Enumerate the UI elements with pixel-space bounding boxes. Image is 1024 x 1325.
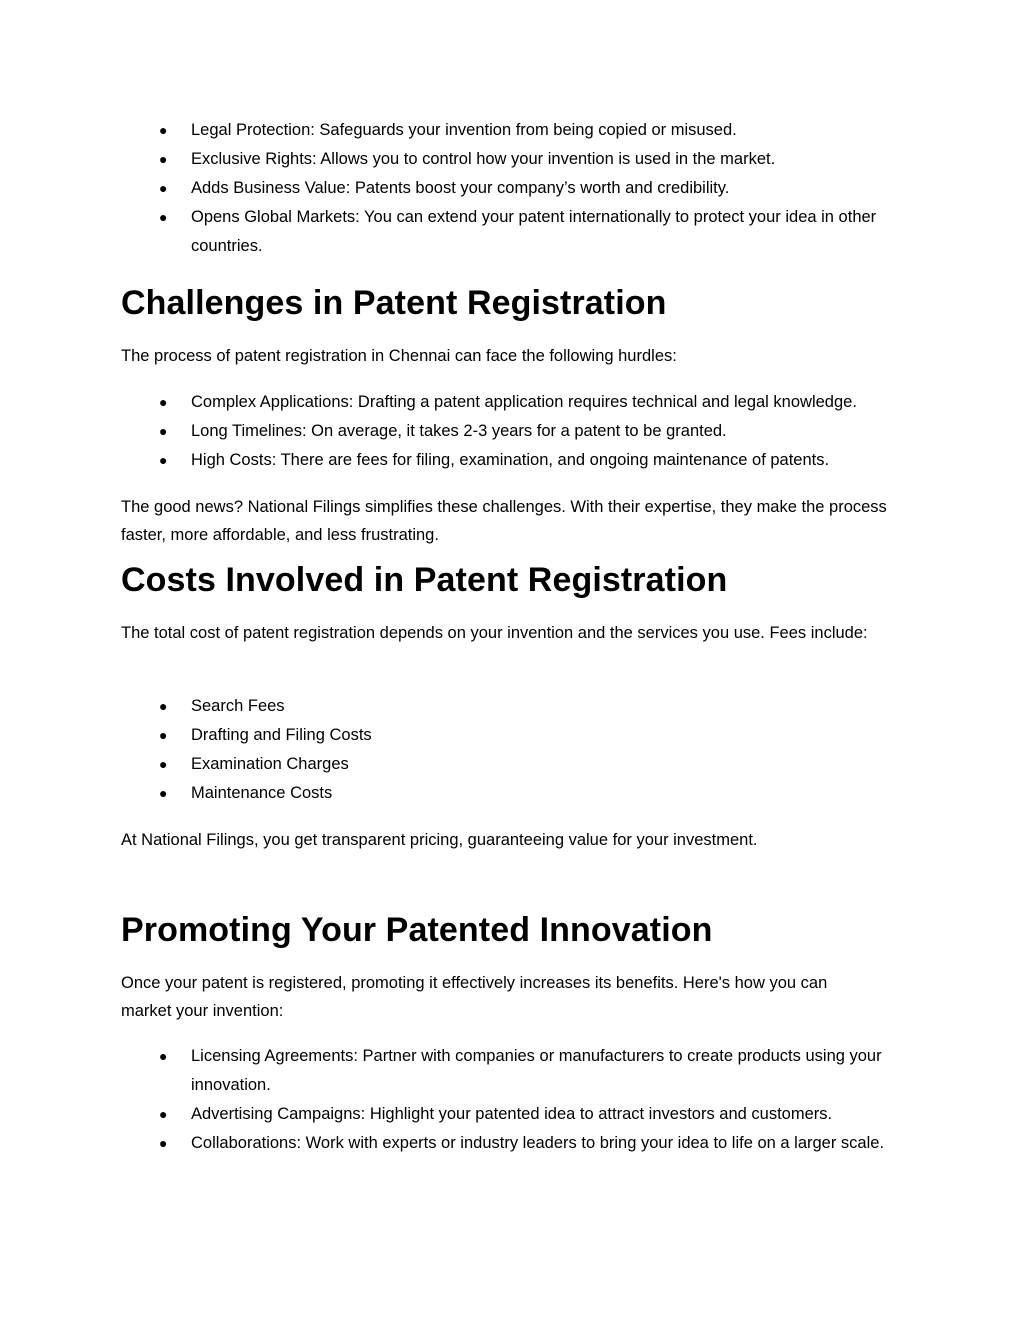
- bullet-icon: ●: [159, 180, 168, 196]
- list-item-text: Maintenance Costs: [191, 784, 333, 802]
- list-item-text: High Costs: There are fees for filing, examination, and ongoing maintenance of patents.: [191, 451, 830, 469]
- list-item-text: Complex Applications: Drafting a patent application requires technical and legal knowledge.: [191, 393, 857, 411]
- bullet-icon: ●: [159, 423, 168, 439]
- challenges-outro: The good news? National Filings simplifies these challenges. With their expertise, they make the process faster, more affordable, and less frustrating.: [121, 498, 887, 544]
- list-item-text: Licensing Agreements: Partner with companies or manufacturers to create products using your innovation.: [191, 1047, 882, 1094]
- list-item: [121, 446, 911, 475]
- list-item: [121, 116, 911, 145]
- list-item: [121, 388, 911, 417]
- list-item: [121, 1129, 891, 1158]
- costs-intro: The total cost of patent registration depends on your invention and the services you use. Fees include:: [121, 624, 868, 642]
- costs-list: [121, 692, 911, 808]
- challenges-intro: The process of patent registration in Chennai can face the following hurdles:: [121, 347, 677, 365]
- promoting-intro: Once your patent is registered, promoting it effectively increases its benefits. Here's how you can market your invention:: [121, 974, 828, 1020]
- list-item: [121, 750, 911, 779]
- challenges-heading: Challenges in Patent Registration: [121, 284, 667, 322]
- bullet-icon: ●: [159, 209, 168, 225]
- bullet-icon: ●: [159, 756, 168, 772]
- list-item: [121, 203, 891, 261]
- list-item-text: Search Fees: [191, 697, 285, 715]
- bullet-icon: ●: [159, 785, 168, 801]
- bullet-icon: ●: [159, 1135, 168, 1151]
- list-item: [121, 145, 911, 174]
- list-item-text: Advertising Campaigns: Highlight your patented idea to attract investors and customers.: [191, 1105, 833, 1123]
- costs-outro: At National Filings, you get transparent pricing, guaranteeing value for your investment.: [121, 831, 758, 849]
- list-item: [121, 1042, 901, 1100]
- list-item: [121, 779, 911, 808]
- bullet-icon: ●: [159, 1048, 168, 1064]
- list-item: [121, 1100, 911, 1129]
- bullet-icon: ●: [159, 727, 168, 743]
- bullet-icon: ●: [159, 452, 168, 468]
- list-item-text: Opens Global Markets: You can extend your patent internationally to protect your idea in other countries.: [191, 208, 877, 255]
- bullet-icon: ●: [159, 394, 168, 410]
- list-item-text: Long Timelines: On average, it takes 2-3 years for a patent to be granted.: [191, 422, 727, 440]
- bullet-icon: ●: [159, 1106, 168, 1122]
- bullet-icon: ●: [159, 122, 168, 138]
- list-item-text: Exclusive Rights: Allows you to control how your invention is used in the market.: [191, 150, 776, 168]
- list-item-text: Legal Protection: Safeguards your invention from being copied or misused.: [191, 121, 737, 139]
- bullet-icon: ●: [159, 698, 168, 714]
- list-item-text: Adds Business Value: Patents boost your company’s worth and credibility.: [191, 179, 730, 197]
- bullet-icon: ●: [159, 151, 168, 167]
- list-item: [121, 417, 911, 446]
- promoting-heading: Promoting Your Patented Innovation: [121, 911, 713, 949]
- benefits-list: [121, 116, 911, 261]
- list-item-text: Examination Charges: [191, 755, 349, 773]
- list-item: [121, 174, 911, 203]
- challenges-section: [121, 388, 911, 475]
- promoting-list: [121, 1042, 911, 1158]
- costs-section: [121, 692, 911, 808]
- costs-heading: Costs Involved in Patent Registration: [121, 561, 728, 599]
- benefits-section: [121, 116, 911, 261]
- promoting-section: [121, 1042, 911, 1158]
- list-item-text: Collaborations: Work with experts or industry leaders to bring your idea to life on a larger scale.: [191, 1134, 885, 1152]
- list-item-text: Drafting and Filing Costs: [191, 726, 372, 744]
- list-item: [121, 692, 911, 721]
- list-item: [121, 721, 911, 750]
- challenges-list: [121, 388, 911, 475]
